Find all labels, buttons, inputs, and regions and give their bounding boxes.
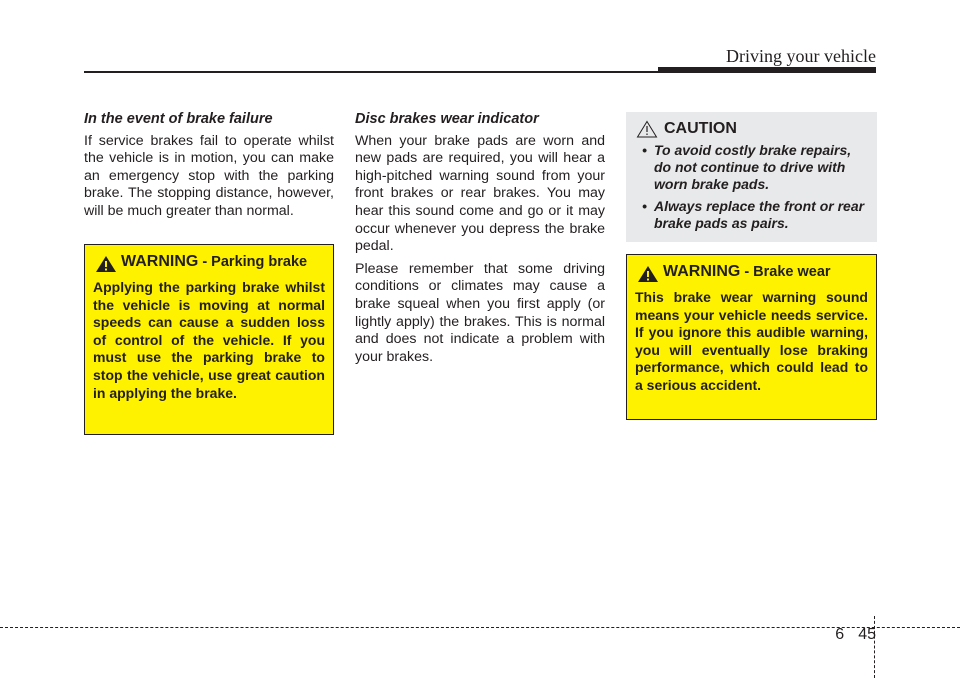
footer-rule <box>0 627 960 628</box>
brake-failure-heading: In the event of brake failure <box>84 111 273 127</box>
header-rule <box>84 71 660 73</box>
wear-indicator-heading: Disc brakes wear indicator <box>355 111 539 127</box>
caution-word: CAUTION <box>664 120 737 137</box>
caution-item: • To avoid costly brake repairs, do not continue to drive with worn brake pads. <box>642 142 852 192</box>
page-number <box>835 626 876 644</box>
warning-word: WARNING <box>663 263 741 280</box>
warning-body: This brake wear warning sound means your vehicle needs service. If you ignore this audible warning, you will eventually lose braking performance, which could lead to a serious accident. <box>635 289 868 393</box>
warning-title <box>93 253 325 273</box>
bullet-icon: • <box>642 142 647 158</box>
page-number-value: 45 <box>858 626 876 643</box>
warning-title <box>635 263 868 283</box>
caution-item: • Always replace the front or rear brake pads as pairs. <box>642 198 865 231</box>
warning-subtitle: - Parking brake <box>202 254 308 270</box>
warning-word: WARNING <box>121 253 199 270</box>
chapter-number: 6 <box>835 626 845 643</box>
brake-wear-warning-box <box>626 254 877 420</box>
left-column <box>84 111 334 226</box>
caution-title <box>636 120 867 138</box>
warning-subtitle: - Brake wear <box>744 264 831 280</box>
caution-triangle-icon <box>636 120 658 138</box>
warning-body: Applying the parking brake whilst the vehicle is moving at normal speeds can cause a sudden loss of control of the vehicle. If you must use the parking brake to stop the vehicle, use great caution in applying the brake. <box>93 279 325 401</box>
middle-column <box>355 111 605 371</box>
caution-box <box>626 112 877 242</box>
warning-triangle-icon <box>637 265 659 283</box>
header-rule-thick <box>658 67 876 73</box>
header-title: Driving your vehicle <box>726 46 876 66</box>
parking-brake-warning-box <box>84 244 334 435</box>
wear-indicator-text-1: When your brake pads are worn and new pads are required, you will hear a high-pitched warning sound from your front brakes or rear brakes. You may hear this sound come and go or it may occur whenever you depress the brake pedal. <box>355 132 605 255</box>
warning-triangle-icon <box>95 255 117 273</box>
wear-indicator-text-2: Please remember that some driving conditions or climates may cause a brake squeal when you first apply (or lightly apply) the brakes. This is normal and does not indicate a problem with your brakes. <box>355 260 605 365</box>
bullet-icon: • <box>642 198 647 214</box>
brake-failure-text: If service brakes fail to operate whilst the vehicle is in motion, you can make an emergency stop with the parking brake. The stopping distance, however, will be much greater than normal. <box>84 132 334 219</box>
caution-list <box>636 142 867 232</box>
